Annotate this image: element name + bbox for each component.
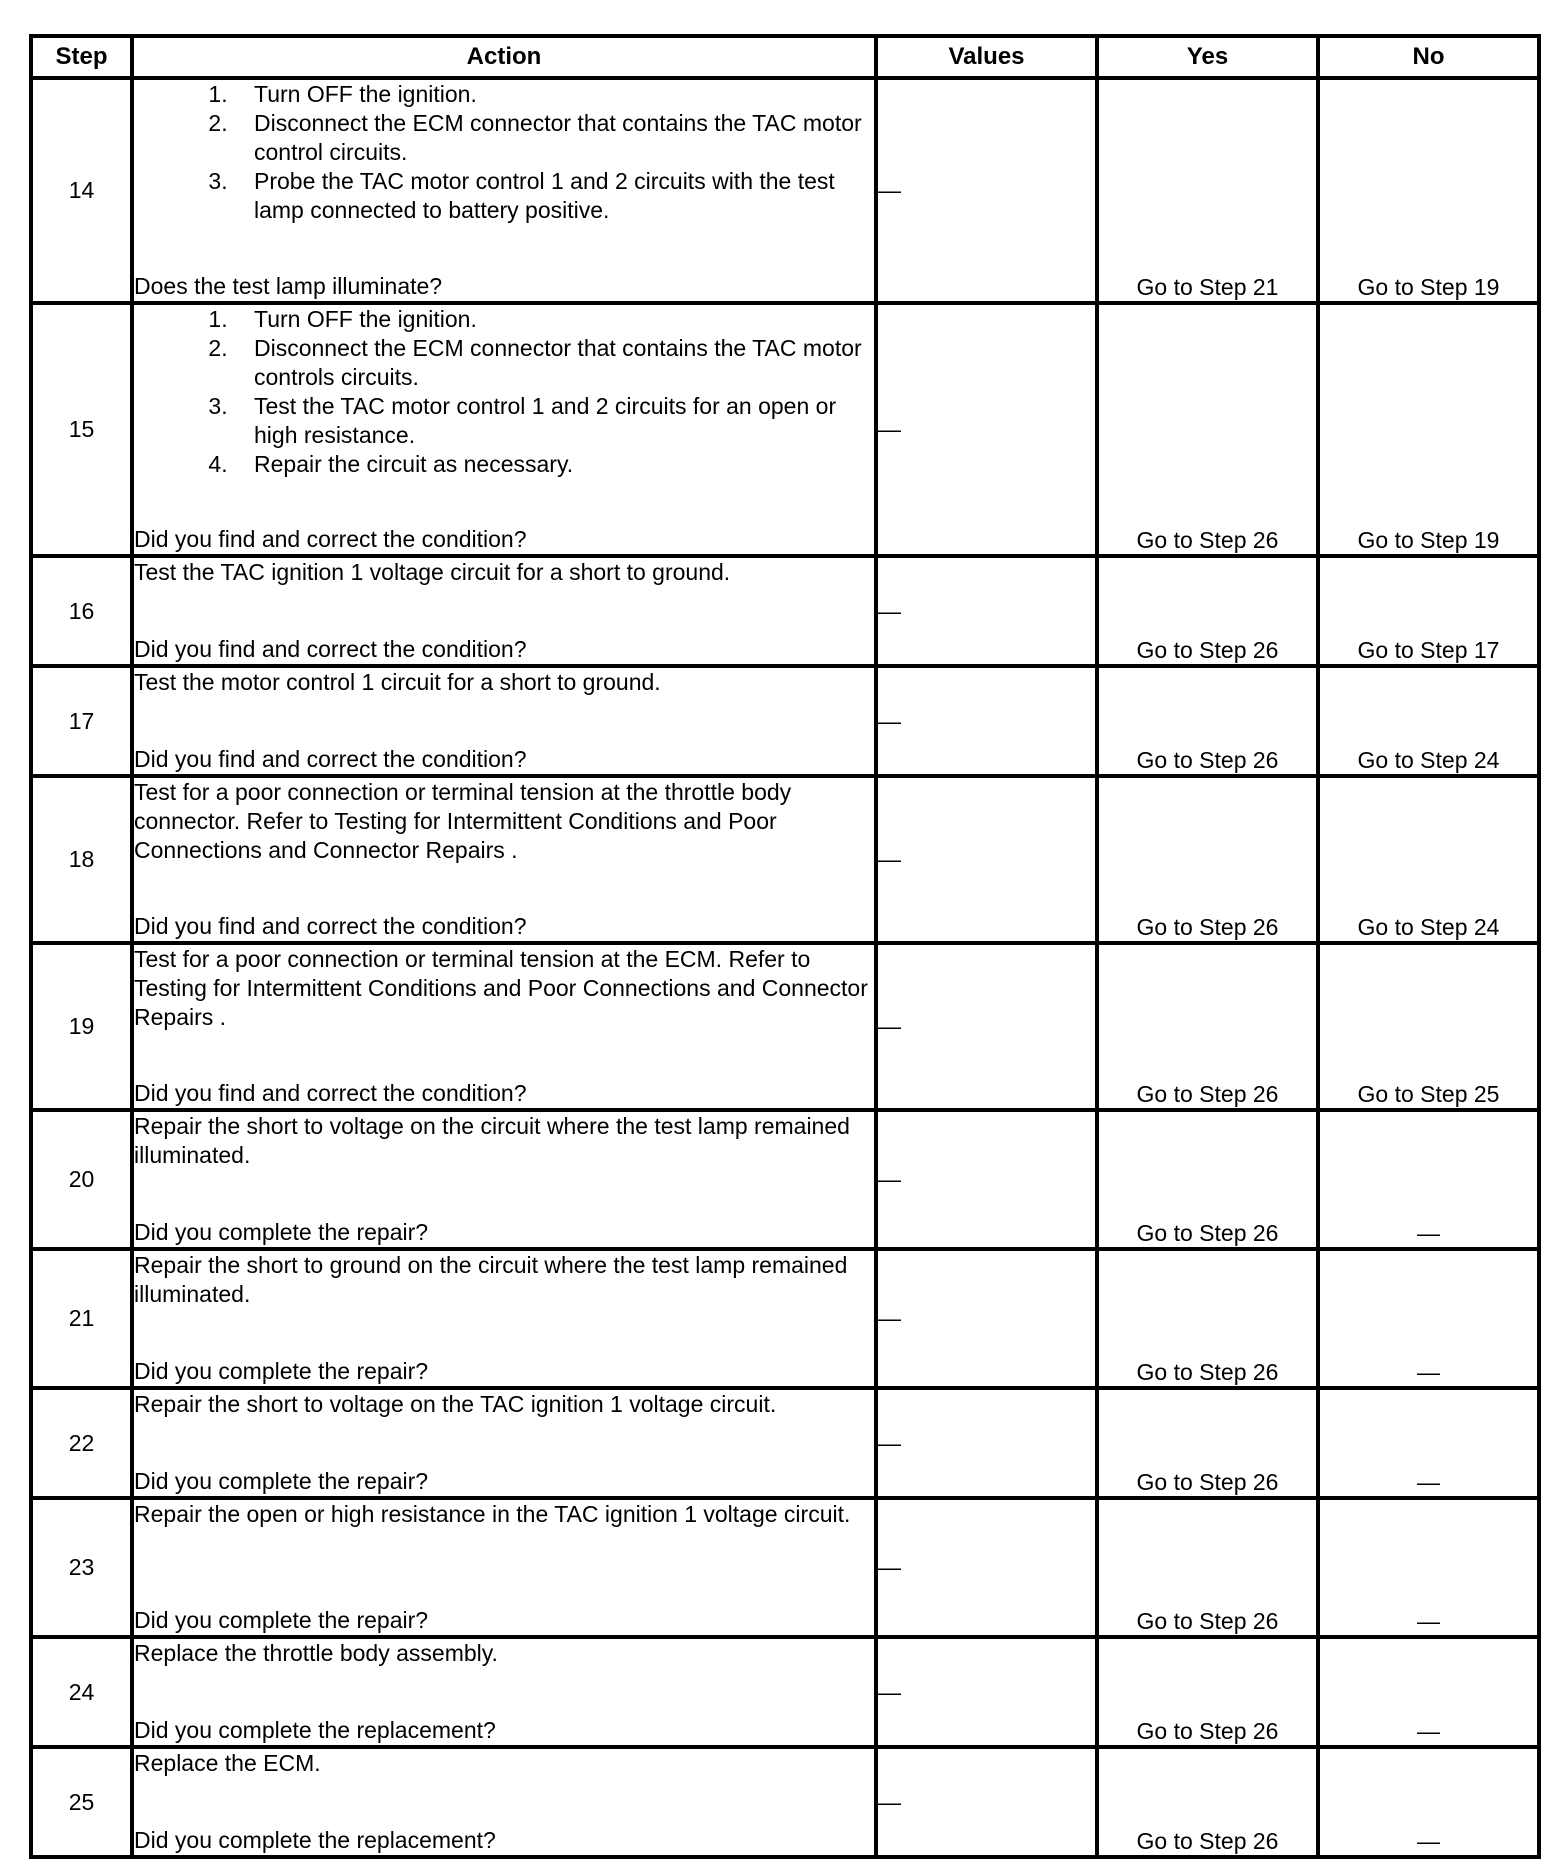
action-steps-list <box>134 80 874 225</box>
action-question: Did you find and correct the condition? <box>134 746 527 772</box>
values-cell: — <box>876 1747 1097 1857</box>
action-content <box>134 1390 874 1496</box>
table-row <box>31 556 1539 666</box>
yes-cell: Go to Step 26 <box>1097 943 1318 1110</box>
action-instruction: Replace the ECM. <box>134 1750 321 1776</box>
action-steps-list <box>134 305 874 479</box>
table-row <box>31 1249 1539 1388</box>
action-instruction: Repair the short to voltage on the circuit where the test lamp remained illuminated. <box>134 1113 850 1168</box>
step-number: 23 <box>31 1498 132 1637</box>
action-step-item: 2. Disconnect the ECM connector that contains the TAC motor control circuits. <box>234 109 874 167</box>
action-question: Did you find and correct the condition? <box>134 636 527 662</box>
yes-cell: Go to Step 26 <box>1097 303 1318 556</box>
action-cell <box>132 556 876 666</box>
yes-cell: Go to Step 26 <box>1097 776 1318 943</box>
yes-cell: Go to Step 26 <box>1097 1249 1318 1388</box>
action-content <box>134 1500 874 1635</box>
yes-cell: Go to Step 26 <box>1097 1637 1318 1747</box>
yes-cell: Go to Step 26 <box>1097 556 1318 666</box>
action-instruction: Repair the short to voltage on the TAC ignition 1 voltage circuit. <box>134 1391 777 1417</box>
step-number: 24 <box>31 1637 132 1747</box>
action-question: Did you find and correct the condition? <box>134 913 527 939</box>
action-question: Did you complete the repair? <box>134 1358 429 1384</box>
action-question: Did you complete the repair? <box>134 1468 429 1494</box>
no-cell: Go to Step 19 <box>1318 303 1539 556</box>
yes-cell: Go to Step 26 <box>1097 1498 1318 1637</box>
header-row <box>31 36 1539 78</box>
action-cell <box>132 1249 876 1388</box>
action-instruction: Test the TAC ignition 1 voltage circuit for a short to ground. <box>134 559 731 585</box>
action-content <box>134 1639 874 1745</box>
action-content <box>134 558 874 664</box>
action-question: Did you complete the repair? <box>134 1219 429 1245</box>
action-content <box>134 305 874 554</box>
no-cell: — <box>1318 1747 1539 1857</box>
action-instruction: Test the motor control 1 circuit for a short to ground. <box>134 669 661 695</box>
action-content <box>134 80 874 301</box>
values-cell: — <box>876 943 1097 1110</box>
action-cell <box>132 776 876 943</box>
no-cell: Go to Step 24 <box>1318 666 1539 776</box>
header-no: No <box>1318 36 1539 78</box>
step-number: 16 <box>31 556 132 666</box>
yes-cell: Go to Step 21 <box>1097 78 1318 303</box>
no-cell: — <box>1318 1388 1539 1498</box>
table-row <box>31 78 1539 303</box>
action-question: Did you complete the replacement? <box>134 1717 496 1743</box>
action-instruction: Test for a poor connection or terminal tension at the ECM. Refer to Testing for Intermittent Conditions and Poor Connections and Connector Repairs . <box>134 946 868 1030</box>
values-cell: — <box>876 556 1097 666</box>
values-cell: — <box>876 1637 1097 1747</box>
step-number: 17 <box>31 666 132 776</box>
header-step: Step <box>31 36 132 78</box>
action-question: Did you complete the replacement? <box>134 1827 496 1853</box>
no-cell: — <box>1318 1110 1539 1249</box>
action-cell <box>132 1637 876 1747</box>
action-instruction: Replace the throttle body assembly. <box>134 1640 498 1666</box>
step-number: 25 <box>31 1747 132 1857</box>
action-cell <box>132 1388 876 1498</box>
yes-cell: Go to Step 26 <box>1097 666 1318 776</box>
action-cell <box>132 1110 876 1249</box>
header-action: Action <box>132 36 876 78</box>
table-row <box>31 1747 1539 1857</box>
action-step-item: 3. Test the TAC motor control 1 and 2 circuits for an open or high resistance. <box>234 392 874 450</box>
values-cell: — <box>876 666 1097 776</box>
table-row <box>31 1637 1539 1747</box>
values-cell: — <box>876 303 1097 556</box>
values-cell: — <box>876 78 1097 303</box>
no-cell: — <box>1318 1498 1539 1637</box>
yes-cell: Go to Step 26 <box>1097 1388 1318 1498</box>
table-row <box>31 666 1539 776</box>
step-number: 18 <box>31 776 132 943</box>
action-instruction: Test for a poor connection or terminal tension at the throttle body connector. Refer to Testing for Intermittent Conditions and Poor Connections and Connector Repairs . <box>134 779 792 863</box>
values-cell: — <box>876 1249 1097 1388</box>
action-content <box>134 945 874 1108</box>
no-cell: Go to Step 19 <box>1318 78 1539 303</box>
no-cell: — <box>1318 1249 1539 1388</box>
step-number: 21 <box>31 1249 132 1388</box>
step-number: 14 <box>31 78 132 303</box>
table-row <box>31 303 1539 556</box>
action-instruction: Repair the open or high resistance in the TAC ignition 1 voltage circuit. <box>134 1501 851 1527</box>
action-cell <box>132 666 876 776</box>
table-row <box>31 1498 1539 1637</box>
action-content <box>134 778 874 941</box>
header-yes: Yes <box>1097 36 1318 78</box>
action-content <box>134 1749 874 1855</box>
no-cell: Go to Step 24 <box>1318 776 1539 943</box>
action-question: Did you complete the repair? <box>134 1607 429 1633</box>
action-question: Did you find and correct the condition? <box>134 526 527 552</box>
action-cell <box>132 303 876 556</box>
no-cell: Go to Step 25 <box>1318 943 1539 1110</box>
table-row <box>31 943 1539 1110</box>
step-number: 20 <box>31 1110 132 1249</box>
header-values: Values <box>876 36 1097 78</box>
yes-cell: Go to Step 26 <box>1097 1747 1318 1857</box>
yes-cell: Go to Step 26 <box>1097 1110 1318 1249</box>
step-number: 19 <box>31 943 132 1110</box>
values-cell: — <box>876 1498 1097 1637</box>
step-number: 22 <box>31 1388 132 1498</box>
action-cell <box>132 1498 876 1637</box>
no-cell: — <box>1318 1637 1539 1747</box>
action-instruction: Repair the short to ground on the circuit where the test lamp remained illuminated. <box>134 1252 848 1307</box>
table-row <box>31 1388 1539 1498</box>
action-step-item: 1. Turn OFF the ignition. <box>234 80 874 109</box>
table-row <box>31 776 1539 943</box>
action-question: Does the test lamp illuminate? <box>134 273 443 299</box>
no-cell: Go to Step 17 <box>1318 556 1539 666</box>
step-number: 15 <box>31 303 132 556</box>
action-cell <box>132 1747 876 1857</box>
action-step-item: 3. Probe the TAC motor control 1 and 2 circuits with the test lamp connected to battery positive. <box>234 167 874 225</box>
action-content <box>134 1112 874 1247</box>
action-content <box>134 1251 874 1386</box>
action-cell <box>132 943 876 1110</box>
action-content <box>134 668 874 774</box>
action-cell <box>132 78 876 303</box>
action-step-item: 4. Repair the circuit as necessary. <box>234 450 874 479</box>
action-step-item: 2. Disconnect the ECM connector that contains the TAC motor controls circuits. <box>234 334 874 392</box>
values-cell: — <box>876 1388 1097 1498</box>
table-row <box>31 1110 1539 1249</box>
action-step-item: 1. Turn OFF the ignition. <box>234 305 874 334</box>
action-question: Did you find and correct the condition? <box>134 1080 527 1106</box>
values-cell: — <box>876 1110 1097 1249</box>
values-cell: — <box>876 776 1097 943</box>
diagnostic-table <box>29 34 1541 1859</box>
